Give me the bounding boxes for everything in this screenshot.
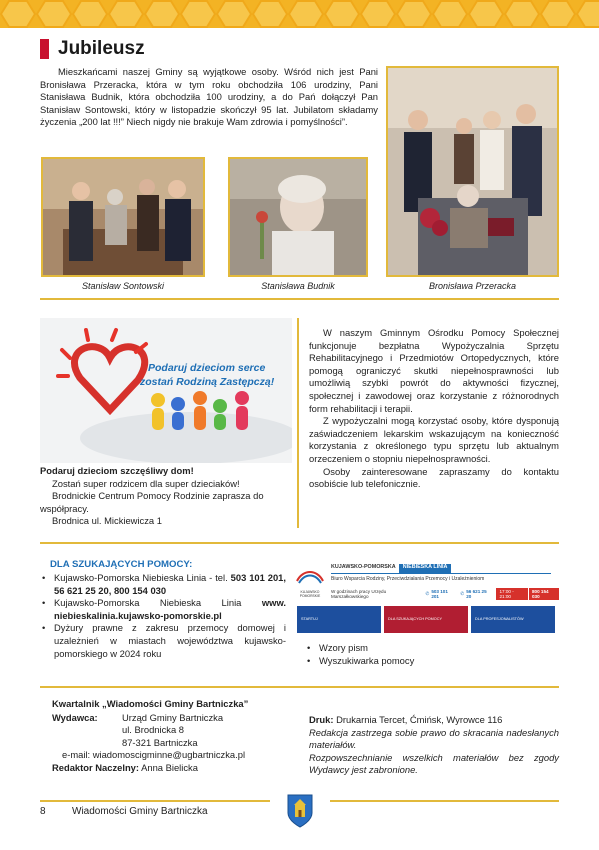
banner-phone-1: 503 101 201 [431, 589, 448, 599]
page-title: Jubileusz [58, 38, 145, 59]
banner-hours: 17:00 - 21:00 [496, 588, 527, 600]
help-item-1: • Kujawsko-Pomorska Niebieska Linia - tel. 503 101 201, 56 621 25 20, 800 154 030 [40, 572, 286, 597]
page-number: 8 [40, 806, 46, 817]
photo-caption-3: Bronisława Przeracka [428, 281, 517, 291]
photo-budnik [228, 157, 368, 277]
banner-logo [295, 567, 325, 598]
municipality-crest-icon [286, 793, 314, 834]
rental-paragraph-1: W naszym Gminnym Ośrodku Pomocy Społecznej funkcjonuje bezpłatna Wypożyczalnia Sprzętu Rehabilitacyjnego i Przedmiotów Ortopedycznych, które pomogą ograniczyć skutki niepełnosprawności lub umożliwią szybki powrót do aktywności fizycznej, społecznej i zawodowej oraz korzystanie z różnorodnych form rehabilitacji i terapii. [309, 327, 559, 414]
banner-phone-2: 56 621 25 20 [466, 589, 487, 599]
equipment-rental-text [309, 327, 559, 491]
banner-tab-start[interactable]: STARTUJ [297, 606, 381, 633]
intro-paragraph [40, 66, 378, 129]
banner-tab-pros[interactable]: DLA PROFESJONALISTÓW [471, 606, 555, 633]
print-house: Drukarnia Tercet, Ćmińsk, Wyrowce 116 [336, 714, 503, 725]
imprint-left [52, 698, 292, 775]
footer-title: Wiadomości Gminy Bartniczka [72, 806, 208, 817]
foster-line-2: Brodnickie Centrum Pomocy Rodzinie zaprasza do współpracy. [40, 490, 264, 514]
phone-icon: ✆ [425, 591, 430, 596]
divider-footer-right [330, 800, 559, 802]
blue-line-banner [291, 561, 559, 636]
print-label: Druk: [309, 714, 334, 725]
foster-heading: Podaruj dzieciom szczęśliwy dom! [40, 465, 194, 476]
section-title-row [40, 38, 145, 60]
divider-top [40, 298, 559, 300]
editor-name: Anna Bielicka [141, 761, 198, 773]
banner-subtitle: Biuro Wsparcia Rodziny, Przeciwdziałania Przemocy i Uzależnieniom [331, 576, 485, 582]
photo-przeracka [386, 66, 559, 277]
photo-sontowski [41, 157, 205, 277]
honeycomb-header [0, 0, 599, 28]
banner-title-a: KUJAWSKO-POMORSKA [331, 564, 396, 570]
help-item-2: • Kujawsko-Pomorska Niebieska Linia www. niebieskalinia.kujawsko-pomorskie.pl [40, 597, 286, 622]
publisher-email[interactable]: e-mail: wiadomoscigminne@ugbartniczka.pl [62, 749, 246, 761]
publisher-name: Urząd Gminy Bartniczka [122, 711, 224, 723]
divider-middle [40, 542, 559, 544]
link-help-search[interactable]: • Wyszukiwarka pomocy [305, 655, 414, 668]
foster-line-3: Brodnica ul. Mickiewicza 1 [52, 515, 162, 527]
title-accent-bar [40, 39, 49, 59]
help-title: DLA SZUKAJĄCYCH POMOCY: [50, 559, 193, 570]
photo-caption-1: Stanisław Sontowski [81, 281, 165, 291]
foster-line-1: Zostań super rodzicem dla super dzieciaków! [52, 477, 240, 489]
publisher-street: ul. Brodnicka 8 [122, 724, 185, 736]
imprint-note-2: Rozpowszechnianie wszelkich materiałów bez zgody Wydawcy jest zabronione. [309, 751, 559, 776]
foster-family-ad [40, 318, 292, 463]
blue-line-links [305, 642, 414, 667]
help-phones: 503 101 201, 56 621 25 20, 800 154 030 [54, 572, 287, 596]
editor-label: Redaktor Naczelny: [52, 761, 140, 773]
divider-vertical [297, 318, 299, 528]
imprint-title: Kwartalnik „Wiadomości Gminy Bartniczka” [52, 698, 249, 709]
phone-icon: ✆ [460, 591, 465, 596]
link-templates[interactable]: • Wzory pism [305, 642, 414, 655]
help-list [40, 572, 286, 660]
imprint-right [309, 714, 559, 777]
banner-logo-text: KUJAWSKO POMORSKIE [299, 590, 321, 598]
publisher-label: Wydawca: [52, 711, 98, 723]
intro-text: Mieszkańcami naszej Gminy są wyjątkowe osoby. Wśród nich jest Pani Bronisława Przeracka, która w tym roku obchodziła 106 urodziny, Pani Stanisława Budnik, która obchodziła 100 urodziny, a do Pań dołączył Pan Stanisław Sontowski, który w listopadzie skończył 95 lat. Jubilatom składamy życzenia „200 lat !!!” Niech nigdy nie brakuje Wam zdrowia i pomyślności”. [40, 66, 378, 128]
banner-phone-3: 800 154 030 [529, 588, 559, 600]
ad-slogan-1: Podaruj dzieciom serce [148, 362, 266, 374]
banner-title-b: NIEBIESKA LINIA [399, 564, 452, 573]
photo-caption-2: Stanisława Budnik [261, 281, 335, 291]
publisher-city: 87-321 Bartniczka [122, 736, 198, 748]
divider-imprint [40, 686, 559, 688]
ad-slogan-2: zostań Rodziną Zastępczą! [140, 376, 275, 388]
banner-tab-help[interactable]: DLA SZUKAJĄCYCH POMOCY [384, 606, 468, 633]
foster-family-text [40, 465, 292, 528]
divider-footer-left [40, 800, 270, 802]
help-item-3: • Dyżury prawne z zakresu przemocy domowej i uzależnień w miastach województwa kujawsko-pomorskiego w 2024 roku [40, 622, 286, 660]
rental-paragraph-2: Z wypożyczalni mogą korzystać osoby, które dysponują zaświadczeniem lekarskim wskazującym na konieczność korzystania z określonego typu sprzętu lub aktualnym orzeczeniem o stopniu niepełnosprawności. [309, 415, 559, 464]
banner-hours-label: W godzinach pracy Urzędu Marszałkowskiego [331, 589, 387, 599]
rental-paragraph-3: Osoby zainteresowane zapraszamy do kontaktu osobiście lub telefonicznie. [309, 465, 559, 490]
imprint-note-1: Redakcja zastrzega sobie prawo do skracania nadesłanych materiałów. [309, 726, 559, 751]
help-website-link[interactable]: www. niebieskalinia.kujawsko-pomorskie.pl [54, 597, 286, 621]
